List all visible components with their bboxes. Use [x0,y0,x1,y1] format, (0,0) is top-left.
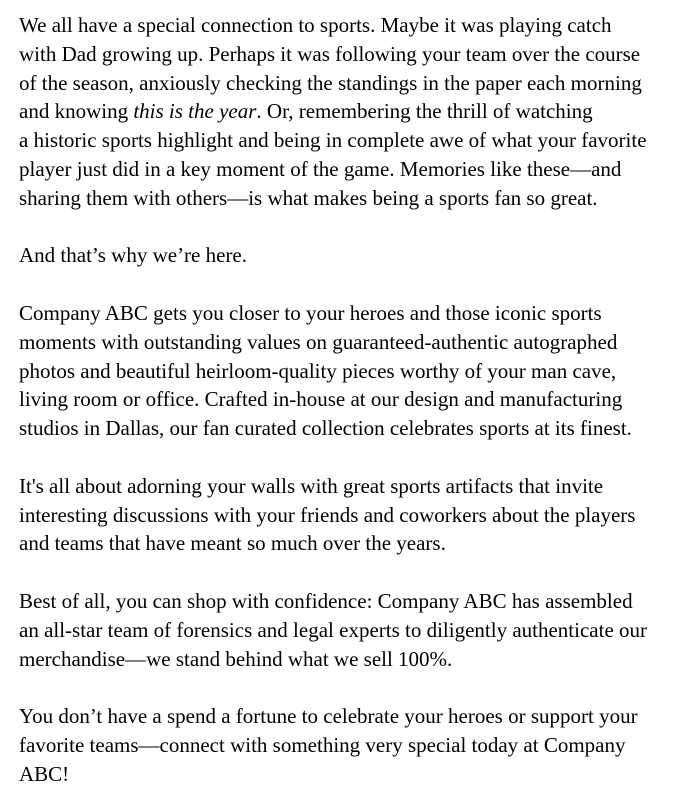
text-segment: and knowing [19,99,134,124]
text-segment: living room or office. Crafted in-house at our design and manufacturing [19,387,623,412]
text-segment: studios in Dallas, our fan curated collection celebrates sports at its finest. [19,416,632,441]
text-segment: Company ABC gets you closer to your heroes and those iconic sports [19,300,602,325]
text-segment: photos and beautiful heirloom-quality pieces worthy of your man cave, [19,358,617,383]
text-segment: And that’s why we’re here. [19,243,248,268]
text-segment: We all have a special connection to sports. Maybe it was playing catch [19,13,612,37]
text-segment: interesting discussions with your friends and coworkers about the players [19,502,636,527]
text-segment-italic: this is the year [133,99,257,124]
text-segment: Best of all, you can shop with confidence: Company ABC has assembled [19,588,633,613]
text-segment: and teams that have meant so much over the years. [19,531,446,556]
text-segment: with Dad growing up. Perhaps it was following your team over the course [19,41,641,66]
paragraph [19,587,667,673]
paragraph [19,299,667,443]
text-segment: ABC! [19,761,70,786]
text-segment: an all-star team of forensics and legal experts to diligently authenticate our [19,617,648,642]
text-segment: sharing them with others—is what makes being a sports fan so great. [19,185,598,210]
text-segment: a historic sports highlight and being in complete awe of what your favorite [19,128,647,153]
text-segment: favorite teams—connect with something very special today at Company [19,732,626,757]
text-segment: merchandise—we stand behind what we sell 100%. [19,646,453,671]
text-segment: It's all about adorning your walls with great sports artifacts that invite [19,473,604,498]
paragraph [19,702,667,788]
text-segment: player just did in a key moment of the game. Memories like these—and [19,156,622,181]
text-segment: of the season, anxiously checking the standings in the paper each morning [19,70,642,95]
text-segment: You don’t have a spend a fortune to celebrate your heroes or support your [19,704,638,729]
document-body [19,11,667,789]
text-segment: . Or, remembering the thrill of watching [256,99,593,124]
paragraph [19,11,667,213]
text-segment: moments with outstanding values on guaranteed-authentic autographed [19,329,618,354]
paragraph [19,472,667,558]
paragraph [19,241,667,270]
